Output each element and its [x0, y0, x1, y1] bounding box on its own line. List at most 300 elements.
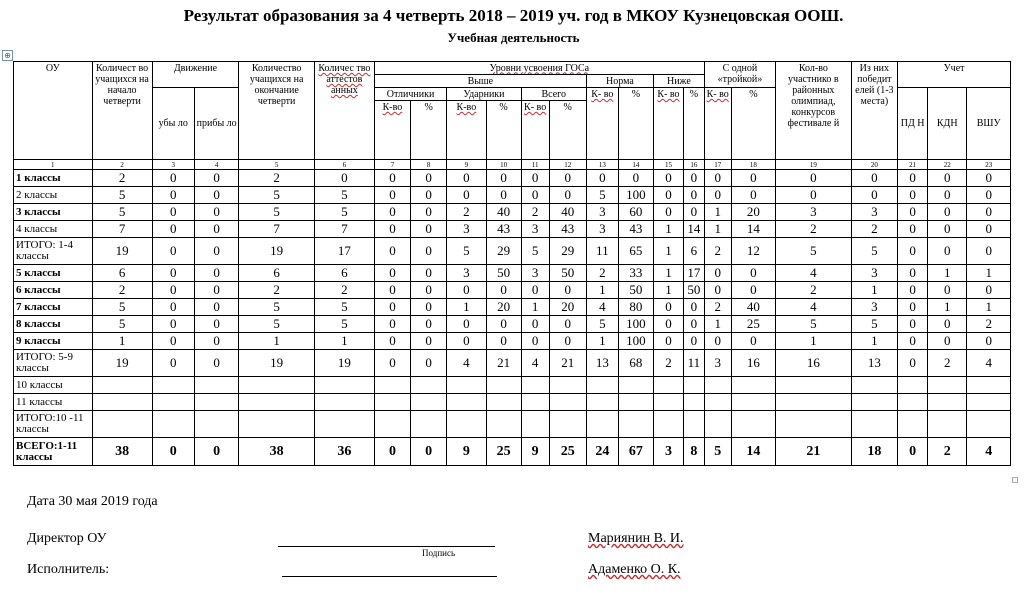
- table-resize-handle-icon[interactable]: [1012, 477, 1018, 483]
- table-row: [14, 377, 1011, 394]
- table-cell: 17: [683, 265, 704, 282]
- table-cell: 1: [851, 333, 898, 350]
- table-cell: [586, 411, 618, 438]
- total-cell: 8: [683, 438, 704, 466]
- table-cell: 0: [521, 187, 549, 204]
- table-cell: 2: [704, 299, 731, 316]
- table-cell: 5: [314, 316, 374, 333]
- table-cell: 0: [704, 282, 731, 299]
- table-cell: 0: [152, 350, 194, 377]
- table-cell: 0: [194, 299, 238, 316]
- table-move-handle-icon[interactable]: ⊕: [2, 50, 13, 61]
- total-cell: 5: [704, 438, 731, 466]
- table-cell: [239, 377, 314, 394]
- table-row: [14, 333, 1011, 350]
- table-cell: 0: [374, 204, 410, 221]
- table-cell: [704, 377, 731, 394]
- table-cell: 2: [851, 221, 898, 238]
- column-number: 1: [14, 160, 93, 170]
- table-cell: 0: [776, 187, 851, 204]
- table-cell: 3: [851, 299, 898, 316]
- column-number: 15: [654, 160, 684, 170]
- table-cell: 0: [683, 204, 704, 221]
- table-cell: 2: [586, 265, 618, 282]
- table-cell: 0: [731, 333, 775, 350]
- table-cell: 5: [314, 299, 374, 316]
- table-cell: 5: [314, 204, 374, 221]
- signature-hint: Подпись: [422, 548, 456, 558]
- table-cell: 2: [521, 204, 549, 221]
- table-cell: 0: [967, 221, 1011, 238]
- table-cell: 0: [898, 204, 928, 221]
- table-cell: 5: [851, 316, 898, 333]
- column-number: 4: [194, 160, 238, 170]
- table-cell: 2: [654, 350, 684, 377]
- table-cell: 0: [411, 238, 447, 265]
- table-cell: 40: [549, 204, 586, 221]
- table-cell: 0: [521, 316, 549, 333]
- table-cell: 0: [374, 187, 410, 204]
- table-row: [14, 350, 1011, 377]
- table-cell: 5: [586, 316, 618, 333]
- table-cell: 3: [851, 265, 898, 282]
- table-cell: 0: [683, 299, 704, 316]
- row-label: 6 классы: [14, 282, 93, 299]
- table-cell: 0: [194, 282, 238, 299]
- table-cell: [152, 394, 194, 411]
- column-number: 22: [928, 160, 967, 170]
- column-number: 8: [411, 160, 447, 170]
- table-cell: 60: [618, 204, 653, 221]
- table-cell: 0: [704, 265, 731, 282]
- total-cell: 0: [411, 438, 447, 466]
- table-cell: 7: [314, 221, 374, 238]
- table-row: [14, 282, 1011, 299]
- table-cell: 13: [586, 350, 618, 377]
- table-cell: 19: [92, 350, 152, 377]
- table-cell: 4: [776, 265, 851, 282]
- table-cell: [152, 411, 194, 438]
- table-cell: [683, 377, 704, 394]
- table-cell: [898, 377, 928, 394]
- total-cell: 24: [586, 438, 618, 466]
- table-cell: [731, 377, 775, 394]
- table-cell: 5: [92, 187, 152, 204]
- table-row: [14, 265, 1011, 282]
- table-cell: 0: [486, 333, 521, 350]
- table-cell: 0: [314, 170, 374, 187]
- table-row: [14, 411, 1011, 438]
- table-cell: 0: [898, 187, 928, 204]
- table-cell: [374, 411, 410, 438]
- header-good-count: К-во: [447, 101, 486, 160]
- column-number: 20: [851, 160, 898, 170]
- table-cell: 0: [618, 170, 653, 187]
- table-cell: 0: [486, 282, 521, 299]
- table-cell: 29: [486, 238, 521, 265]
- table-cell: [447, 411, 486, 438]
- table-cell: 0: [898, 299, 928, 316]
- table-cell: [486, 394, 521, 411]
- table-cell: 0: [374, 316, 410, 333]
- table-cell: 0: [447, 316, 486, 333]
- table-cell: [152, 377, 194, 394]
- header-gos-levels: Уровни усвоения ГОСа: [374, 62, 704, 75]
- table-cell: 0: [898, 238, 928, 265]
- table-cell: 0: [152, 204, 194, 221]
- table-cell: 19: [239, 350, 314, 377]
- table-cell: 6: [92, 265, 152, 282]
- table-row: [14, 394, 1011, 411]
- table-cell: 0: [683, 333, 704, 350]
- table-cell: 0: [898, 170, 928, 187]
- table-cell: [618, 411, 653, 438]
- header-norm: Норма: [586, 75, 653, 88]
- table-cell: 2: [776, 221, 851, 238]
- total-cell: 0: [152, 438, 194, 466]
- table-body: [14, 170, 1011, 466]
- table-cell: 0: [731, 265, 775, 282]
- total-cell: 4: [967, 438, 1011, 466]
- table-row: [14, 187, 1011, 204]
- header-good-pct: %: [486, 101, 521, 160]
- header-above: Выше: [374, 75, 586, 88]
- column-number: 11: [521, 160, 549, 170]
- table-row: [14, 316, 1011, 333]
- table-row: [14, 170, 1011, 187]
- header-one-three-count: К- во: [704, 88, 731, 160]
- table-cell: 1: [851, 282, 898, 299]
- table-cell: 2: [239, 282, 314, 299]
- table-cell: [776, 377, 851, 394]
- total-cell: 36: [314, 438, 374, 466]
- table-cell: 1: [654, 221, 684, 238]
- table-cell: 0: [411, 282, 447, 299]
- table-cell: [704, 394, 731, 411]
- table-cell: [521, 394, 549, 411]
- table-cell: 0: [521, 333, 549, 350]
- header-one-three: С одной «тройкой»: [704, 62, 775, 88]
- table-cell: 5: [314, 187, 374, 204]
- table-cell: 0: [928, 238, 967, 265]
- table-cell: 5: [239, 316, 314, 333]
- table-cell: 0: [374, 238, 410, 265]
- column-number: 2: [92, 160, 152, 170]
- table-cell: 0: [486, 187, 521, 204]
- table-cell: 20: [486, 299, 521, 316]
- table-cell: 2: [239, 170, 314, 187]
- table-cell: [851, 411, 898, 438]
- table-cell: 0: [374, 350, 410, 377]
- table-cell: [92, 411, 152, 438]
- table-cell: 0: [928, 221, 967, 238]
- table-cell: [92, 377, 152, 394]
- header-vshu: ВШУ: [967, 88, 1011, 160]
- table-cell: 0: [654, 187, 684, 204]
- header-arrived: прибы ло: [194, 88, 238, 160]
- table-cell: [447, 377, 486, 394]
- header-olymp: Кол-во участнико в районных олимпиад, конкурсов фестивале й: [776, 62, 851, 160]
- row-label: 7 классы: [14, 299, 93, 316]
- table-cell: 0: [898, 221, 928, 238]
- table-cell: 5: [851, 238, 898, 265]
- table-cell: 1: [967, 265, 1011, 282]
- table-cell: 0: [194, 204, 238, 221]
- table-cell: [618, 394, 653, 411]
- executor-label: Исполнитель:: [27, 562, 110, 577]
- table-cell: 3: [586, 204, 618, 221]
- row-label: 3 классы: [14, 204, 93, 221]
- table-cell: 0: [521, 170, 549, 187]
- table-cell: 0: [704, 187, 731, 204]
- table-cell: 0: [194, 187, 238, 204]
- table-cell: [898, 411, 928, 438]
- header-excellent: Отличники: [374, 88, 446, 101]
- table-cell: 1: [239, 333, 314, 350]
- column-number: 7: [374, 160, 410, 170]
- table-cell: 19: [239, 238, 314, 265]
- table-cell: 0: [411, 299, 447, 316]
- table-cell: 0: [704, 333, 731, 350]
- executor-name: Адаменко О. К.: [588, 562, 681, 577]
- table-cell: 1: [928, 265, 967, 282]
- table-cell: 0: [731, 282, 775, 299]
- table-cell: 0: [447, 282, 486, 299]
- header-excellent-pct: %: [411, 101, 447, 160]
- total-cell: 9: [521, 438, 549, 466]
- table-cell: [776, 394, 851, 411]
- table-cell: 0: [776, 170, 851, 187]
- table-cell: 0: [152, 299, 194, 316]
- column-number: 21: [898, 160, 928, 170]
- table-cell: 3: [851, 204, 898, 221]
- table-cell: 5: [239, 299, 314, 316]
- table-cell: 0: [374, 333, 410, 350]
- table-cell: 0: [411, 350, 447, 377]
- table-cell: 0: [928, 333, 967, 350]
- table-cell: 43: [618, 221, 653, 238]
- table-cell: 80: [618, 299, 653, 316]
- table-cell: [654, 411, 684, 438]
- table-cell: 50: [486, 265, 521, 282]
- total-cell: 2: [928, 438, 967, 466]
- total-cell: 9: [447, 438, 486, 466]
- table-cell: 0: [194, 238, 238, 265]
- table-cell: 0: [411, 187, 447, 204]
- header-kdn: КДН: [928, 88, 967, 160]
- table-cell: 1: [776, 333, 851, 350]
- header-left: убы ло: [152, 88, 194, 160]
- table-cell: 3: [586, 221, 618, 238]
- column-number: 23: [967, 160, 1011, 170]
- table-cell: 0: [411, 170, 447, 187]
- table-cell: 0: [549, 187, 586, 204]
- table-cell: 1: [586, 333, 618, 350]
- table-cell: [521, 411, 549, 438]
- table-cell: 2: [967, 316, 1011, 333]
- table-cell: 4: [967, 350, 1011, 377]
- table-cell: 0: [152, 187, 194, 204]
- table-cell: 1: [521, 299, 549, 316]
- header-excellent-count: К-во: [374, 101, 410, 160]
- total-cell: 25: [549, 438, 586, 466]
- table-cell: 0: [411, 204, 447, 221]
- table-row: [14, 299, 1011, 316]
- row-label: 4 классы: [14, 221, 93, 238]
- table-cell: 25: [731, 316, 775, 333]
- table-cell: 0: [654, 333, 684, 350]
- table-cell: [898, 394, 928, 411]
- column-number: 9: [447, 160, 486, 170]
- table-cell: 0: [194, 221, 238, 238]
- table-cell: 0: [967, 204, 1011, 221]
- table-cell: 100: [618, 187, 653, 204]
- table-cell: 0: [898, 350, 928, 377]
- table-cell: 2: [928, 350, 967, 377]
- table-cell: 0: [411, 265, 447, 282]
- header-ou: ОУ: [14, 62, 93, 160]
- table-cell: 0: [447, 170, 486, 187]
- table-cell: [447, 394, 486, 411]
- table-cell: 40: [486, 204, 521, 221]
- table-cell: 29: [549, 238, 586, 265]
- table-cell: [967, 394, 1011, 411]
- column-number: 12: [549, 160, 586, 170]
- executor-signature-line: [282, 576, 497, 577]
- table-cell: 0: [731, 170, 775, 187]
- header-one-three-pct: %: [731, 88, 775, 160]
- table-cell: 0: [374, 299, 410, 316]
- table-cell: 4: [776, 299, 851, 316]
- table-cell: 1: [704, 204, 731, 221]
- table-cell: 2: [314, 282, 374, 299]
- table-cell: 0: [851, 170, 898, 187]
- table-cell: 12: [731, 238, 775, 265]
- table-cell: 0: [683, 170, 704, 187]
- table-cell: 13: [851, 350, 898, 377]
- table-cell: 16: [776, 350, 851, 377]
- table-cell: 20: [549, 299, 586, 316]
- row-label: ИТОГО:10 -11 классы: [14, 411, 93, 438]
- table-cell: [374, 394, 410, 411]
- table-cell: 68: [618, 350, 653, 377]
- table-cell: [239, 411, 314, 438]
- table-cell: [486, 411, 521, 438]
- table-cell: 0: [967, 282, 1011, 299]
- table-cell: [704, 411, 731, 438]
- table-cell: 1: [92, 333, 152, 350]
- table-cell: [549, 394, 586, 411]
- table-cell: [92, 394, 152, 411]
- director-name: Мариянин В. И.: [588, 531, 684, 546]
- table-cell: 5: [92, 204, 152, 221]
- table-cell: 1: [967, 299, 1011, 316]
- table-cell: [654, 377, 684, 394]
- table-cell: 0: [928, 187, 967, 204]
- table-cell: [967, 411, 1011, 438]
- table-cell: 0: [654, 170, 684, 187]
- table-cell: [239, 394, 314, 411]
- table-cell: 11: [683, 350, 704, 377]
- header-total-pct: %: [549, 101, 586, 160]
- table-cell: [731, 394, 775, 411]
- total-cell: 0: [194, 438, 238, 466]
- table-cell: 0: [152, 221, 194, 238]
- table-cell: 0: [967, 187, 1011, 204]
- table-cell: 3: [447, 265, 486, 282]
- table-cell: [194, 377, 238, 394]
- header-count-end: Количество учащихся на окончание четверти: [239, 62, 314, 160]
- table-cell: 0: [654, 316, 684, 333]
- table-cell: 100: [618, 333, 653, 350]
- table-cell: 14: [683, 221, 704, 238]
- table-cell: 5: [521, 238, 549, 265]
- row-label: 2 классы: [14, 187, 93, 204]
- table-cell: 19: [314, 350, 374, 377]
- header-below: Ниже: [654, 75, 705, 88]
- table-cell: 0: [411, 333, 447, 350]
- table-cell: [486, 377, 521, 394]
- row-label: 8 классы: [14, 316, 93, 333]
- header-good: Ударники: [447, 88, 521, 101]
- table-cell: 0: [194, 265, 238, 282]
- table-cell: 5: [776, 238, 851, 265]
- table-cell: 2: [704, 238, 731, 265]
- table-cell: 0: [447, 333, 486, 350]
- row-label: 1 классы: [14, 170, 93, 187]
- table-cell: 0: [374, 170, 410, 187]
- table-cell: 0: [898, 265, 928, 282]
- table-cell: [314, 377, 374, 394]
- table-cell: 0: [152, 333, 194, 350]
- table-cell: 0: [549, 333, 586, 350]
- report-subtitle: Учебная деятельность: [447, 30, 580, 45]
- table-cell: 2: [92, 282, 152, 299]
- row-label: 10 классы: [14, 377, 93, 394]
- table-cell: 0: [898, 282, 928, 299]
- table-row: [14, 238, 1011, 265]
- table-cell: 1: [654, 265, 684, 282]
- table-cell: 5: [776, 316, 851, 333]
- table-cell: 0: [447, 187, 486, 204]
- table-cell: 43: [486, 221, 521, 238]
- table-cell: [411, 411, 447, 438]
- row-label: 9 классы: [14, 333, 93, 350]
- table-cell: 0: [194, 350, 238, 377]
- table-cell: 0: [898, 333, 928, 350]
- table-cell: [618, 377, 653, 394]
- table-cell: 0: [683, 187, 704, 204]
- table-cell: 0: [654, 204, 684, 221]
- table-cell: [851, 394, 898, 411]
- table-cell: 0: [967, 238, 1011, 265]
- table-cell: 50: [618, 282, 653, 299]
- total-cell: 0: [374, 438, 410, 466]
- column-number: 18: [731, 160, 775, 170]
- table-cell: 0: [586, 170, 618, 187]
- table-cell: [683, 394, 704, 411]
- table-cell: 0: [486, 316, 521, 333]
- table-cell: 50: [549, 265, 586, 282]
- table-cell: 6: [239, 265, 314, 282]
- table-cell: 3: [447, 221, 486, 238]
- total-cell: 18: [851, 438, 898, 466]
- table-cell: 50: [683, 282, 704, 299]
- table-cell: 2: [92, 170, 152, 187]
- row-label: ИТОГО: 5-9 классы: [14, 350, 93, 377]
- table-cell: 0: [549, 316, 586, 333]
- table-cell: 1: [586, 282, 618, 299]
